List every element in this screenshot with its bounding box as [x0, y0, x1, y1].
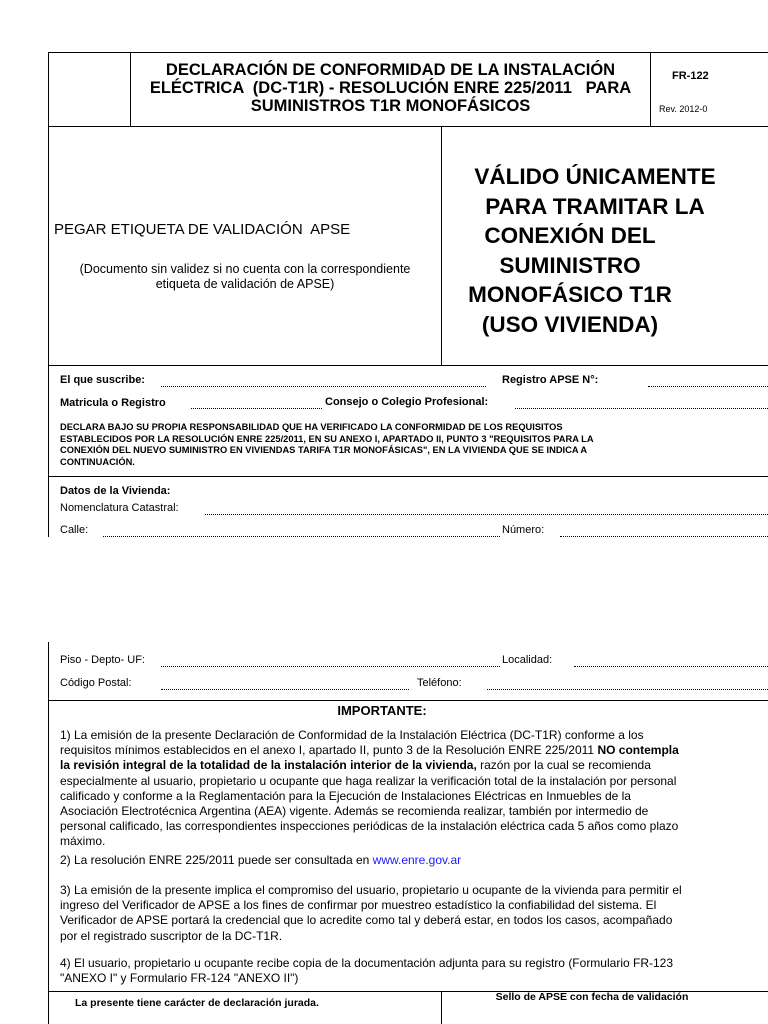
- dwelling-section-label: Datos de la Vivienda:: [60, 485, 171, 497]
- note1-line1: 1) La emisión de la presente Declaración de Conformidad de la Instalación Eléctrica (DC-T1R) conforme a los: [60, 728, 644, 742]
- validity-line-1: VÁLIDO ÚNICAMENTE: [474, 164, 716, 189]
- locality-field[interactable]: [574, 666, 768, 667]
- note1-line3-text: razón por la cual se recomienda: [476, 758, 651, 773]
- number-label: Número:: [502, 524, 545, 536]
- apse-registry-field[interactable]: [648, 386, 768, 387]
- note1-line7: personal calificado, las correspondientes inspecciones periódicas de la instalación eléctrica cada 5 años como plazo: [60, 819, 679, 834]
- floor-field[interactable]: [161, 666, 500, 667]
- frame-left-border-top: [48, 52, 49, 537]
- note1-line2-bold: NO contempla: [597, 743, 679, 758]
- note1-line2: [60, 743, 768, 758]
- apse-registry-label: Registro APSE N°:: [502, 374, 599, 386]
- enre-website-link[interactable]: www.enre.gov.ar: [372, 853, 462, 867]
- cadastral-label: Nomenclatura Catastral:: [60, 502, 179, 514]
- street-label: Calle:: [60, 524, 89, 536]
- phone-row-bottom-border: [48, 700, 768, 701]
- validity-line-2: PARA TRAMITAR LA: [485, 193, 705, 219]
- postal-code-field[interactable]: [161, 689, 409, 690]
- note1-line3: [60, 758, 768, 773]
- council-label: Consejo o Colegio Profesional:: [325, 396, 489, 408]
- subscriber-label: El que suscribe:: [60, 374, 145, 386]
- validity-line-3: CONEXIÓN DEL: [484, 223, 656, 248]
- declaration-line4: CONTINUACIÓN.: [60, 456, 135, 467]
- validation-label-instruction: PEGAR ETIQUETA DE VALIDACIÓN APSE: [54, 221, 351, 238]
- declaration-text: [60, 422, 594, 468]
- note2-text: 2) La resolución ENRE 225/2011 puede ser consultada en: [60, 853, 373, 867]
- validity-line-5: MONOFÁSICO T1R: [468, 282, 672, 307]
- label-box-bottom-border: [48, 365, 768, 366]
- declaration-line3: CONEXIÓN DEL NUEVO SUMINISTRO EN VIVIENDAS TARIFA T1R MONOFÁSICAS", EN LA VIVIENDA QUE SE INDICA A: [60, 445, 588, 455]
- validity-line-4: SUMINISTRO: [499, 252, 641, 278]
- form-code: FR-122: [672, 70, 709, 82]
- header-bottom-border: [48, 126, 768, 127]
- note3-line4: por el registrado suscriptor de la DC-T1R.: [60, 928, 283, 943]
- license-field[interactable]: [191, 408, 322, 409]
- important-heading: IMPORTANTE:: [337, 703, 427, 718]
- floor-label: Piso - Depto- UF:: [60, 654, 145, 666]
- validation-label-note-line2: etiqueta de validación de APSE): [155, 277, 335, 291]
- note3-line1: 3) La emisión de la presente implica el compromiso del usuario, propietario u ocupante de la vivienda para permitir el: [60, 883, 682, 897]
- locality-label: Localidad:: [502, 654, 553, 666]
- frame-top-border: [48, 52, 768, 53]
- form-title-line1: DECLARACIÓN DE CONFORMIDAD DE LA INSTALACIÓN: [165, 61, 616, 79]
- validation-label-note: [49, 262, 441, 292]
- sworn-statement: La presente tiene carácter de declaración jurada.: [75, 997, 319, 1009]
- note1-line6: Asociación Electrotécnica Argentina (AEA) vigente. Además se recomienda realizar, también por intermedio de: [60, 804, 649, 819]
- cadastral-field[interactable]: [205, 514, 768, 515]
- number-field[interactable]: [560, 536, 768, 537]
- note1-line5: calificado y conforme a la Reglamentación para la Ejecución de Instalaciones Eléctricas en Inmuebles de la: [60, 788, 631, 803]
- note1-line2-text: requisitos mínimos establecidos en el anexo I, apartado II, punto 3 de la Resolución ENRE 225/2011: [60, 743, 598, 758]
- form-title-line3: SUMINISTROS T1R MONOFÁSICOS: [250, 97, 531, 115]
- phone-field[interactable]: [487, 689, 768, 690]
- street-field[interactable]: [103, 536, 500, 537]
- important-note-3: [60, 883, 768, 944]
- form-title-line2: ELÉCTRICA (DC-T1R) - RESOLUCIÓN ENRE 225/2011 PARA: [149, 79, 632, 97]
- important-note-4: [60, 956, 768, 986]
- validity-statement: [442, 162, 768, 339]
- phone-label: Teléfono:: [417, 677, 462, 689]
- declaration-line1: DECLARA BAJO SU PROPIA RESPONSABILIDAD QUE HA VERIFICADO LA CONFORMIDAD DE LOS REQUISITOS: [60, 422, 563, 432]
- important-note-1: [60, 728, 768, 850]
- note1-line4: especialmente al usuario, propietario u ocupante que haga realizar la verificación total de la instalación por personal: [60, 773, 677, 788]
- validation-label-note-line1: (Documento sin validez si no cuenta con la correspondiente: [79, 262, 411, 276]
- important-note-2: [60, 853, 461, 868]
- council-field[interactable]: [515, 408, 768, 409]
- validity-line-6: (USO VIVIENDA): [481, 311, 659, 337]
- note3-line2: ingreso del Verificador de APSE a los fines de confirmar por muestreo estadístico la confiabilidad del sistema. El: [60, 898, 657, 913]
- note4-line1: 4) El usuario, propietario u ocupante recibe copia de la documentación adjunta para su registro (Formulario FR-123: [60, 956, 674, 970]
- declaration-bottom-border: [48, 476, 768, 477]
- license-label: Matricula o Registro: [60, 397, 166, 409]
- form-title: [131, 61, 650, 115]
- note1-line8: máximo.: [60, 834, 106, 849]
- apse-stamp-label: Sello de APSE con fecha de validación: [495, 991, 689, 1003]
- subscriber-field[interactable]: [161, 386, 486, 387]
- postal-code-label: Código Postal:: [60, 677, 132, 689]
- header-right-divider: [650, 52, 651, 126]
- declaration-line2: ESTABLECIDOS POR LA RESOLUCIÓN ENRE 225/2011, EN SU ANEXO I, APARTADO II, PUNTO 3 "REQUISITOS PARA LA: [60, 433, 594, 444]
- form-revision: Rev. 2012-0: [659, 104, 708, 114]
- note4-line2: "ANEXO I" y Formulario FR-124 "ANEXO II"): [60, 971, 299, 986]
- note1-line3-bold: la revisión integral de la totalidad de la instalación interior de la vivienda,: [60, 758, 477, 773]
- note3-line3: Verificador de APSE portará la credencial que lo acredite como tal y deberá estar, en todos los casos, acompañado: [60, 913, 673, 928]
